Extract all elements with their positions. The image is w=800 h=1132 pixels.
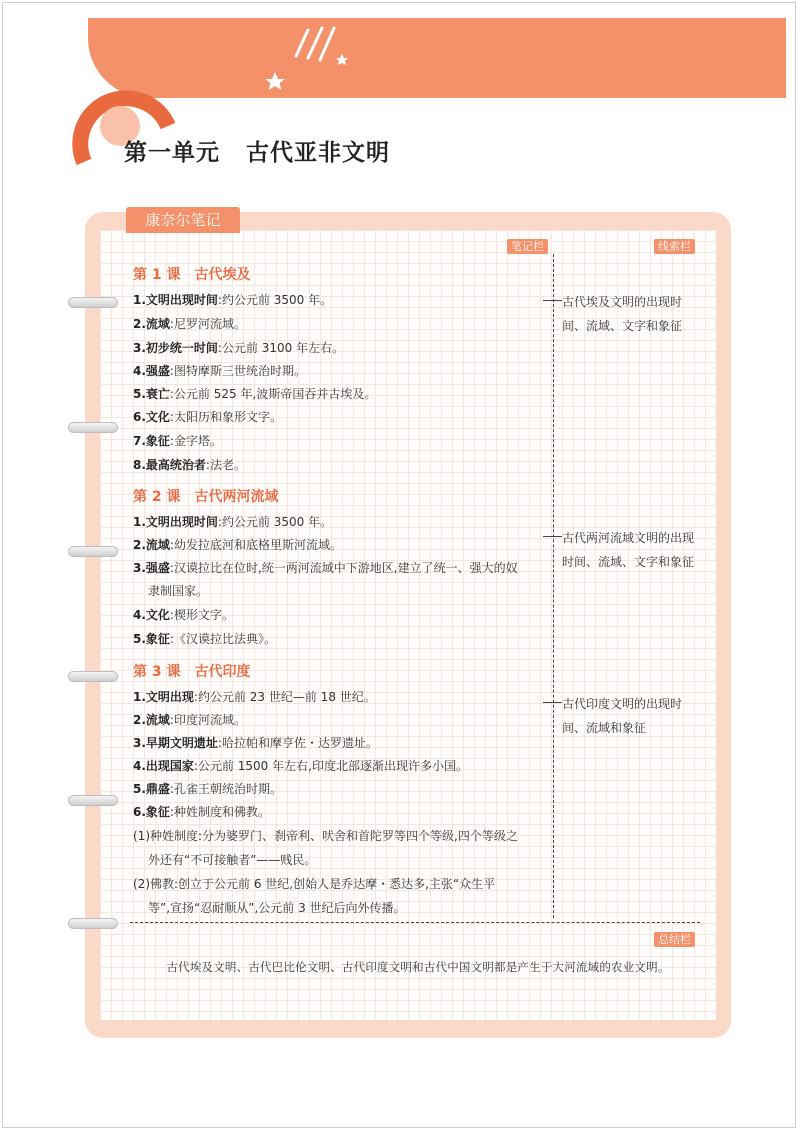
note-subitem: (1)种姓制度:分为婆罗门、刹帝利、吠舍和首陀罗等四个等级,四个等级之 (133, 829, 518, 843)
binder-ring (68, 671, 118, 682)
note-line (133, 688, 376, 705)
note-line (133, 711, 246, 728)
note-text: :种姓制度和佛教。 (169, 805, 270, 819)
note-text: :公元前 525 年,波斯帝国吞并古埃及。 (169, 387, 377, 401)
note-line-continued: 隶制国家。 (148, 584, 209, 598)
lesson-heading (133, 264, 251, 284)
clue-text: 古代印度文明的出现时间、流域和象征 (562, 697, 683, 735)
note-line (133, 757, 468, 774)
notebook-brand-tab: 康奈尔笔记 (126, 207, 240, 233)
note-line (133, 630, 276, 647)
note-text: :约公元前 3500 年。 (217, 515, 333, 529)
lesson-title: 古代两河流域 (194, 489, 279, 505)
clues-column-tab: 线索栏 (654, 239, 695, 254)
clue-text: 古代两河流域文明的出现时间、流域、文字和象征 (562, 531, 695, 569)
note-line (133, 803, 270, 820)
note-line (133, 513, 332, 530)
note-subitem-continued: 等”,宣扬“忍耐顺从”,公元前 3 世纪后向外传播。 (148, 901, 406, 915)
note-label: 6.文化 (133, 410, 170, 424)
unit-title (124, 134, 390, 167)
note-label: 5.衰亡 (133, 387, 170, 401)
note-label: 5.鼎盛 (133, 782, 170, 796)
note-text: :法老。 (205, 458, 246, 472)
note-text: :图特摩斯三世统治时期。 (169, 364, 306, 378)
note-text: :汉谟拉比在位时,统一两河流域中下游地区,建立了统一、强大的奴 (169, 561, 518, 575)
note-text: :公元前 1500 年左右,印度北部逐渐出现许多小国。 (193, 759, 468, 773)
lesson-number: 第 1 课 (133, 267, 181, 283)
note-line (133, 339, 344, 356)
summary-section-tab: 总结栏 (654, 932, 695, 947)
summary-text: 古代埃及文明、古代巴比伦文明、古代印度文明和古代中国文明都是产生于大河流域的农业文明。 (166, 960, 670, 974)
note-label: 1.文明出现时间 (133, 515, 218, 529)
binder-ring (68, 918, 118, 929)
binder-ring (68, 422, 118, 433)
lesson-number: 第 3 课 (133, 664, 181, 680)
note-text: :金字塔。 (169, 434, 222, 448)
note-line (133, 385, 376, 402)
binder-ring (68, 297, 118, 308)
note-text: :印度河流域。 (169, 713, 246, 727)
note-line (133, 734, 378, 751)
note-label: 8.最高统治者 (133, 458, 206, 472)
note-text: :幼发拉底河和底格里斯河流域。 (169, 538, 342, 552)
note-subitem: (2)佛教:创立于公元前 6 世纪,创始人是乔达摩・悉达多,主张“众生平 (133, 877, 496, 891)
note-text: :约公元前 23 世纪—前 18 世纪。 (193, 690, 376, 704)
binder-ring (68, 546, 118, 557)
note-text: :约公元前 3500 年。 (217, 293, 333, 307)
note-line (133, 559, 518, 576)
clue-connector (543, 536, 562, 537)
note-line (133, 536, 342, 553)
note-text: :孔雀王朝统治时期。 (169, 782, 282, 796)
unit-name: 古代亚非文明 (246, 140, 390, 166)
note-label: 2.流域 (133, 317, 170, 331)
summary-divider (130, 922, 700, 923)
star-icon-small (336, 54, 348, 65)
lesson-heading (133, 486, 279, 506)
note-label: 2.流域 (133, 713, 170, 727)
note-line (133, 606, 234, 623)
note-label: 4.强盛 (133, 364, 170, 378)
note-line (133, 432, 222, 449)
note-text: :尼罗河流域。 (169, 317, 246, 331)
note-line (133, 780, 282, 797)
note-label: 4.文化 (133, 608, 170, 622)
note-label: 1.文明出现 (133, 690, 194, 704)
star-icon (265, 72, 285, 90)
note-text: :哈拉帕和摩亨佐・达罗遗址。 (217, 736, 378, 750)
column-divider (553, 254, 554, 918)
lesson-title: 古代印度 (194, 664, 251, 680)
note-label: 1.文明出现时间 (133, 293, 218, 307)
note-label: 3.强盛 (133, 561, 170, 575)
note-text: :公元前 3100 年左右。 (217, 341, 345, 355)
note-line (133, 408, 282, 425)
clue-text: 古代埃及文明的出现时间、流域、文字和象征 (562, 295, 683, 333)
unit-number: 第一单元 (124, 140, 220, 166)
note-label: 4.出现国家 (133, 759, 194, 773)
note-line (133, 315, 246, 332)
slash-lines (296, 28, 334, 60)
clue-connector (543, 702, 562, 703)
note-label: 3.早期文明遗址 (133, 736, 218, 750)
lesson-title: 古代埃及 (194, 267, 251, 283)
note-label: 7.象征 (133, 434, 170, 448)
note-text: :太阳历和象形文字。 (169, 410, 282, 424)
note-line (133, 362, 306, 379)
lesson-number: 第 2 课 (133, 489, 181, 505)
note-label: 6.象征 (133, 805, 170, 819)
note-label: 3.初步统一时间 (133, 341, 218, 355)
lesson-heading (133, 661, 251, 681)
note-label: 2.流域 (133, 538, 170, 552)
note-line (133, 456, 246, 473)
notes-column-tab: 笔记栏 (507, 239, 548, 254)
note-line (133, 291, 332, 308)
note-text: :《汉谟拉比法典》。 (169, 632, 276, 646)
binder-ring (68, 795, 118, 806)
clue-connector (543, 300, 562, 301)
note-subitem-continued: 外还有“不可接触者”——贱民。 (148, 853, 317, 867)
note-label: 5.象征 (133, 632, 170, 646)
note-text: :楔形文字。 (169, 608, 234, 622)
